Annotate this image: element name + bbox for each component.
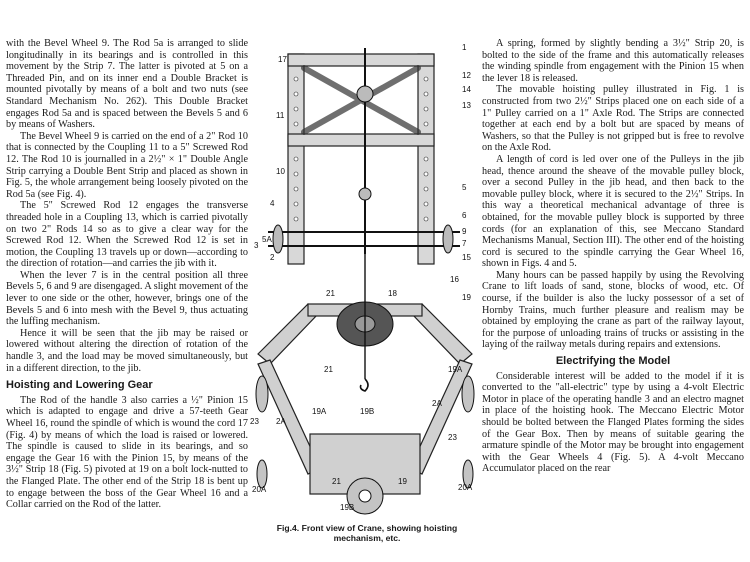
svg-text:7: 7	[462, 239, 467, 248]
section-heading-hoisting: Hoisting and Lowering Gear	[6, 379, 153, 392]
svg-text:5: 5	[462, 183, 467, 192]
middle-cross-strip	[288, 134, 434, 146]
svg-text:19B: 19B	[340, 503, 355, 512]
svg-text:19: 19	[398, 477, 407, 486]
svg-text:9: 9	[462, 227, 467, 236]
svg-text:20A: 20A	[252, 485, 267, 494]
left-paragraph-5: Hence it will be seen that the jib may be raised or lowered without altering the direction of rotation of the handle 3, and the load may be moved simultaneously, but in a different direction, to the jib.	[6, 327, 248, 374]
left-text-column	[6, 38, 248, 511]
right-paragraph-5: Considerable interest will be added to the model if it is converted to the "all-electric" type by using a 4-volt Electric Motor in place of the operating handle 3 and an electro magnet in place of the hoisting hook. The Meccano Electric Motor should be bolted between the Flanged Plates forming the sides of the Gear Box. Then by means of suitable gearing the armature spindle of the Motor may be brought into engagement with the Gear Wheels 4 (Fig. 5). A 4-volt Meccano Accumulator placed on the rear	[482, 370, 744, 475]
right-text-column	[482, 38, 744, 475]
svg-text:12: 12	[462, 71, 471, 80]
svg-text:23: 23	[250, 417, 259, 426]
svg-text:15: 15	[462, 253, 471, 262]
svg-text:21: 21	[324, 365, 333, 374]
svg-text:21: 21	[326, 289, 335, 298]
svg-text:4: 4	[270, 199, 275, 208]
right-paragraph-4: Many hours can be passed happily by using the Revolving Crane to lift loads of sand, stone, blocks of wood, etc. Of course, if the builder is also the lucky possessor of a set of Hornby Trains, much further pleasure and realism may be obtained by employing the crane as part of the railway layout, for the purpose of unloading trains of trucks or assisting in the laying of the railway metals during repairs and extensions.	[482, 269, 744, 351]
svg-text:2: 2	[270, 253, 275, 262]
svg-text:23: 23	[448, 433, 457, 442]
svg-text:10: 10	[276, 167, 285, 176]
crane-drawing	[248, 34, 482, 526]
crane-figure	[248, 34, 482, 526]
svg-text:20A: 20A	[458, 483, 473, 492]
right-paragraph-1: A spring, formed by slightly bending a 3½" Strip 20, is bolted to the side of the frame and this automatically releases the winding spindle from engagement with the Pinion 15 when the lever 18 is released.	[482, 38, 744, 84]
svg-text:11: 11	[276, 111, 285, 120]
figure-caption: Fig.4. Front view of Crane, showing hoisting mechanism, etc.	[276, 523, 458, 543]
right-paragraph-3: A length of cord is led over one of the Pulleys in the jib head, thence around the sheave of the movable pulley block, over a second Pulley in the jib head, and then back to the movable pulley block, where it is secured to the 2½" Strips. In this way a theoretical mechanical advantage of three is obtained, for the movable pulley block is supported by three cords (for an explanation of this, see Meccano Standard Mechanisms Manual, Section III). The other end of the hoisting cord is secured to the spindle carrying the Gear Wheel 16, shown in Figs. 4 and 5.	[482, 153, 744, 270]
svg-text:1: 1	[462, 43, 467, 52]
svg-text:21: 21	[332, 477, 341, 486]
svg-text:13: 13	[462, 101, 471, 110]
svg-text:3: 3	[254, 241, 259, 250]
left-paragraph-3: The 5" Screwed Rod 12 engages the transverse threaded hole in a Coupling 13, which is carried pivotally on two 2" Rods 14 so as to give a clear way for the Screwed Rod 12. When the Screwed Rod 12 is set in motion, the Coupling 13 travels up or down—according to the direction of rotation—and carries the jib with it.	[6, 200, 248, 270]
svg-text:19A: 19A	[448, 365, 463, 374]
section-heading-electrifying: Electrifying the Model	[555, 355, 671, 368]
svg-text:19: 19	[462, 293, 471, 302]
svg-text:2A: 2A	[432, 399, 442, 408]
svg-text:19A: 19A	[312, 407, 327, 416]
svg-text:5A: 5A	[262, 235, 272, 244]
svg-text:14: 14	[462, 85, 471, 94]
svg-text:16: 16	[450, 275, 459, 284]
left-paragraph-4: When the lever 7 is in the central position all three Bevels 5, 6 and 9 are disengaged. A slight movement of the lever to one side or the other, however, brings one of the Bevels 5 and 6 into mesh with the Bevel 9, thus actuating the luffing mechanism.	[6, 269, 248, 328]
top-cross-strip	[288, 54, 434, 66]
left-paragraph-2: The Bevel Wheel 9 is carried on the end of a 2" Rod 10 that is connected by the Coupling 11 to a 5" Screwed Rod 12. The Rod 10 is journalled in a 2½" × 1" Double Angle Strip carrying a Double Bent Strip and placed as shown in Fig. 5, the whole arrangement being loosely pivoted on the Rod 5a (see Fig. 4).	[6, 130, 248, 200]
svg-text:2A: 2A	[276, 417, 286, 426]
left-paragraph-6: The Rod of the handle 3 also carries a ½" Pinion 15 which is adapted to engage and drive a 57-teeth Gear Wheel 16, round the spindle of which is wound the cord 17 (Fig. 4) by means of which the load is raised or lowered. The spindle is caused to slide in its bearings, and so engage the Gear 16 with the Pinion 15, by means of the 3½" Strip 18 (Fig. 5) pivoted at 19 on a bolt lock-nutted to the Flanged Plate. The other end of the Strip 18 is bent up to engage between the boss of the Gear Wheel 16 and a Collar carried on the Rod of the latter.	[6, 394, 248, 511]
right-paragraph-2: The movable hoisting pulley illustrated in Fig. 1 is constructed from two 2½" Strips placed one on each side of a 1" Pulley carried on a 1" Axle Rod. The Strips are connected together at each end by a bolt but are spaced by means of Washers, so that the Pulley is not gripped but is free to revolve on the Axle Rod.	[482, 84, 744, 154]
svg-text:6: 6	[462, 211, 467, 220]
svg-text:19B: 19B	[360, 407, 375, 416]
svg-text:17: 17	[278, 55, 287, 64]
svg-text:18: 18	[388, 289, 397, 298]
left-paragraph-1: with the Bevel Wheel 9. The Rod 5a is arranged to slide longitudinally in its bearings and is controlled in this movement by the Strip 7. The latter is pivoted at 5 on a Threaded Pin, and on its inner end a Double Bracket is mounted pivotally by means of a bolt and two nuts (see Standard Mechanism No. 262). This Double Bracket engages Rod 5a and is spaced between the Bevels 5 and 6 by means of Washers.	[6, 38, 248, 131]
